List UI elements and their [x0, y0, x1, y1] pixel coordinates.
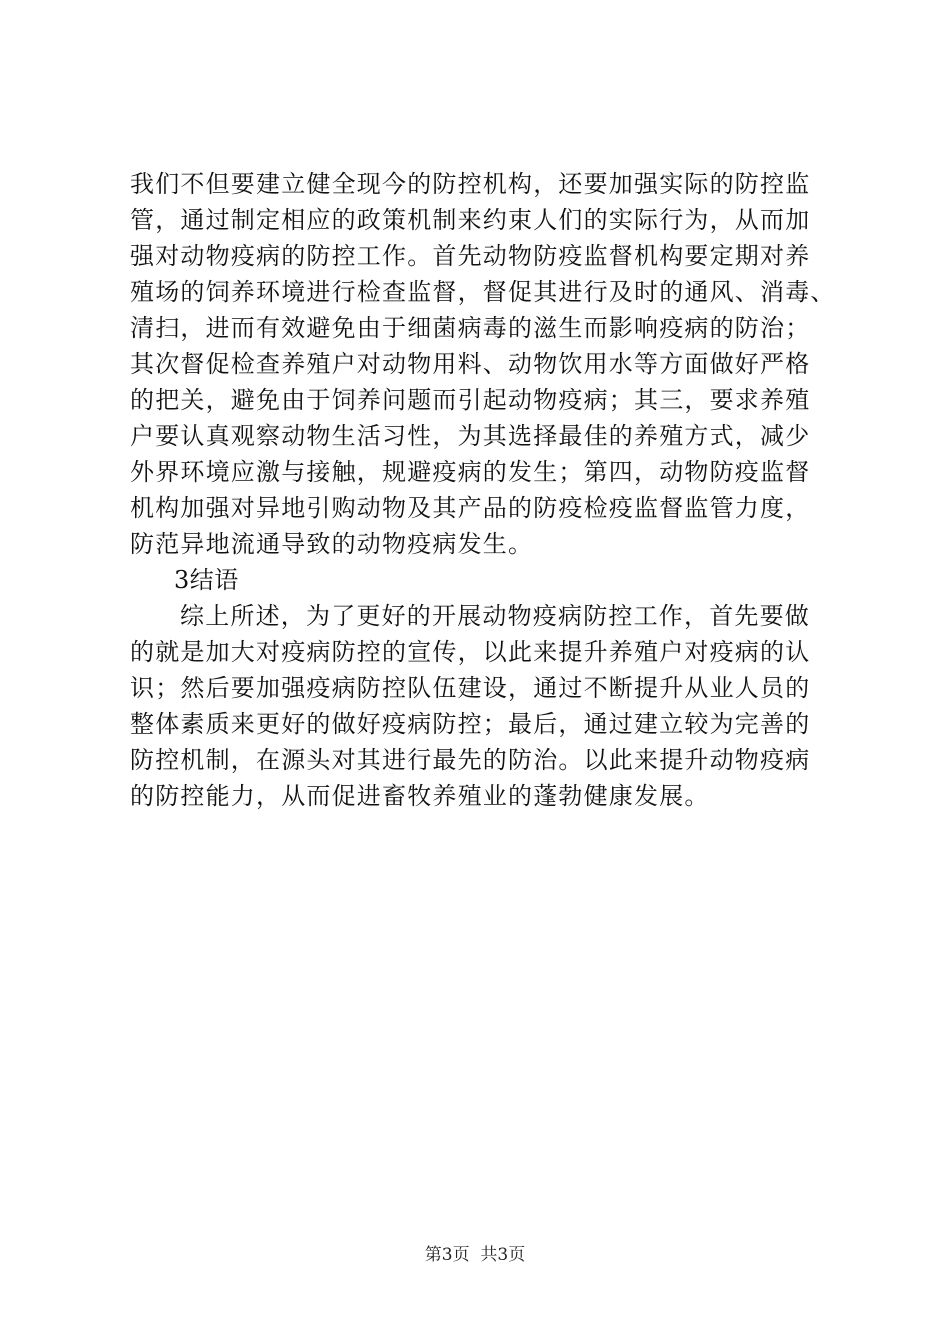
- paragraph-1-line: 强对动物疫病的防控工作。首先动物防疫监督机构要定期对养: [130, 242, 811, 270]
- paragraph-1-line: 管，通过制定相应的政策机制来约束人们的实际行为，从而加: [130, 206, 811, 234]
- paragraph-2-line: 综上所述，为了更好的开展动物疫病防控工作，首先要做: [180, 602, 810, 630]
- paragraph-1-line: 防范异地流通导致的动物疫病发生。: [130, 530, 534, 558]
- paragraph-1-line: 清扫，进而有效避免由于细菌病毒的滋生而影响疫病的防治；: [130, 314, 811, 342]
- paragraph-2-line: 防控机制，在源头对其进行最先的防治。以此来提升动物疫病: [130, 746, 811, 774]
- paragraph-2-line: 识；然后要加强疫病防控队伍建设，通过不断提升从业人员的: [130, 674, 811, 702]
- paragraph-1-line: 我们不但要建立健全现今的防控机构，还要加强实际的防控监: [130, 170, 811, 198]
- paragraph-2-line: 的防控能力，从而促进畜牧养殖业的蓬勃健康发展。: [130, 782, 710, 810]
- paragraph-1-line: 的把关，避免由于饲养问题而引起动物疫病；其三，要求养殖: [130, 386, 811, 414]
- section-heading: 3结语: [174, 566, 239, 594]
- document-body: [130, 166, 850, 814]
- paragraph-1-line: 殖场的饲养环境进行检查监督，督促其进行及时的通风、消毒、: [130, 278, 836, 306]
- paragraph-1-line: 其次督促检查养殖户对动物用料、动物饮用水等方面做好严格: [130, 350, 811, 378]
- paragraph-2-line: 整体素质来更好的做好疫病防控；最后，通过建立较为完善的: [130, 710, 811, 738]
- paragraph-2-line: 的就是加大对疫病防控的宣传，以此来提升养殖户对疫病的认: [130, 638, 811, 666]
- paragraph-1-line: 外界环境应激与接触，规避疫病的发生；第四，动物防疫监督: [130, 458, 811, 486]
- page-number-footer: 第3页 共3页: [424, 1245, 526, 1265]
- paragraph-1-line: 机构加强对异地引购动物及其产品的防疫检疫监督监管力度，: [130, 494, 811, 522]
- paragraph-1-line: 户要认真观察动物生活习性，为其选择最佳的养殖方式，减少: [130, 422, 811, 450]
